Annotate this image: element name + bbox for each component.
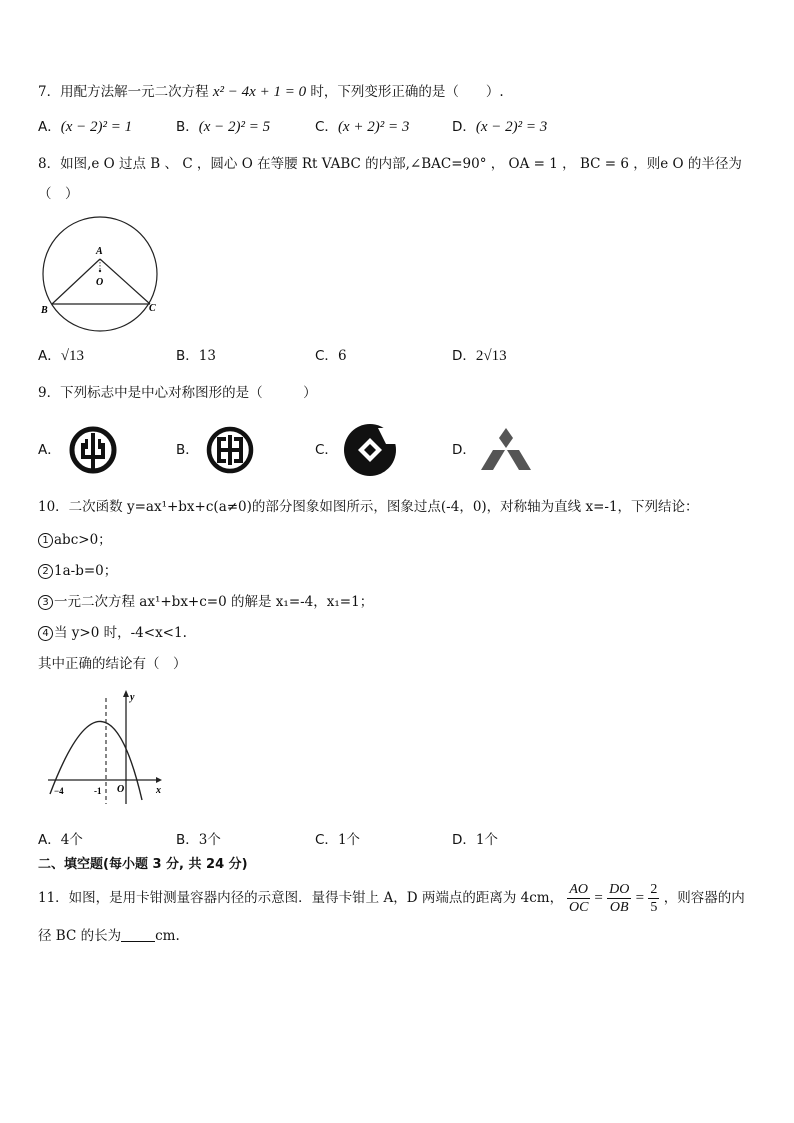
label-o: O [96, 277, 104, 288]
ccb-logo-icon [342, 422, 398, 478]
fraction-do-ob: $\frac{DO}{OB}$ [609, 882, 630, 915]
q10-statement-2: 2 1a-b=0； [38, 561, 117, 581]
q10-parabola-figure [44, 688, 172, 806]
answer-blank[interactable] [121, 927, 155, 942]
q7-stem: 7．用配方法解一元二次方程 x² − 4x + 1 = 0 时，下列变形正确的是（ ）. [38, 84, 504, 100]
fraction-ao-oc: $\frac{AO}{OC}$ [568, 882, 589, 915]
q8-stem: 8．如图,e O 过点 B 、 C ，圆心 O 在等腰 Rt VABC 的内部,∠BAC=90° ， OA = 1 ， BC = 6 ，则e O 的半径为 [38, 156, 742, 172]
q7-option-a[interactable]: A．(x − 2)² = 1 [38, 119, 133, 135]
q10-stem: 10．二次函数 y=ax¹+bx+c(a≠0)的部分图象如图所示，图象过点(-4，0)，对称轴为直线 x=-1，下列结论： [38, 499, 699, 515]
q10-statement-1: 1 abc>0； [38, 530, 112, 550]
q11-stem: 11．如图，是用卡钳测量容器内径的示意图．量得卡钳上 A，D 两端点的距离为 4cm， $\frac{AO}{OC}$ = $\frac{DO}{OB}$ = $\frac{2}{5}$ ，则容器的内 [38, 882, 745, 915]
label-minus1: -1 [94, 786, 102, 796]
label-minus4: −4 [54, 786, 64, 796]
q11-line2: 径 BC 的长为 cm. [38, 928, 180, 944]
segment-ab [52, 259, 100, 304]
q10-prompt: 其中正确的结论有（ ） [38, 656, 187, 672]
q9-option-c[interactable]: C． [315, 442, 338, 458]
q9-stem: 9．下列标志中是中心对称图形的是（ ） [38, 385, 317, 401]
point-o [99, 270, 101, 272]
fraction-2-5: $\frac{2}{5}$ [650, 882, 658, 915]
label-origin: O [117, 784, 125, 795]
label-y: y [130, 692, 135, 703]
section-title-fill-in: 二、填空题(每小题 3 分, 共 24 分) [38, 857, 248, 872]
q9-option-b[interactable]: B． [176, 442, 199, 458]
q7-option-d[interactable]: D．(x − 2)² = 3 [452, 119, 548, 135]
label-x: x [156, 785, 161, 796]
q8-option-d[interactable]: D．2√13 [452, 348, 507, 364]
q9-option-d[interactable]: D． [452, 442, 476, 458]
label-a: A [96, 246, 103, 257]
q7-option-b[interactable]: B．(x − 2)² = 5 [176, 119, 271, 135]
icbc-logo-icon [205, 425, 255, 475]
q7-equation: x² − 4x + 1 = 0 [212, 84, 307, 100]
q8-option-a[interactable]: A．√13 [38, 348, 84, 364]
q10-option-a[interactable]: A．4个 [38, 832, 83, 848]
label-c: C [149, 303, 156, 314]
circle-o [43, 217, 157, 331]
q8-option-b[interactable]: B．13 [176, 348, 216, 364]
q9-option-a[interactable]: A． [38, 442, 61, 458]
y-axis-arrow-icon [123, 690, 129, 697]
abc-bank-logo-icon [68, 425, 118, 475]
q8-circle-figure [36, 212, 164, 332]
segment-ac [100, 259, 150, 304]
x-axis-arrow-icon [156, 777, 162, 783]
q10-option-c[interactable]: C．1个 [315, 832, 361, 848]
q10-option-d[interactable]: D．1个 [452, 832, 498, 848]
label-b: B [41, 305, 48, 316]
q10-statement-3: 3 一元二次方程 ax¹+bx+c=0 的解是 x₁=-4，x₁=1； [38, 592, 373, 612]
q10-statement-4: 4 当 y>0 时，-4<x<1. [38, 623, 187, 643]
mitsubishi-logo-icon [480, 426, 532, 472]
q10-option-b[interactable]: B．3个 [176, 832, 221, 848]
q8-stem-line2: （ ） [38, 186, 79, 202]
q8-option-c[interactable]: C．6 [315, 348, 347, 364]
q7-option-c[interactable]: C．(x + 2)² = 3 [315, 119, 410, 135]
